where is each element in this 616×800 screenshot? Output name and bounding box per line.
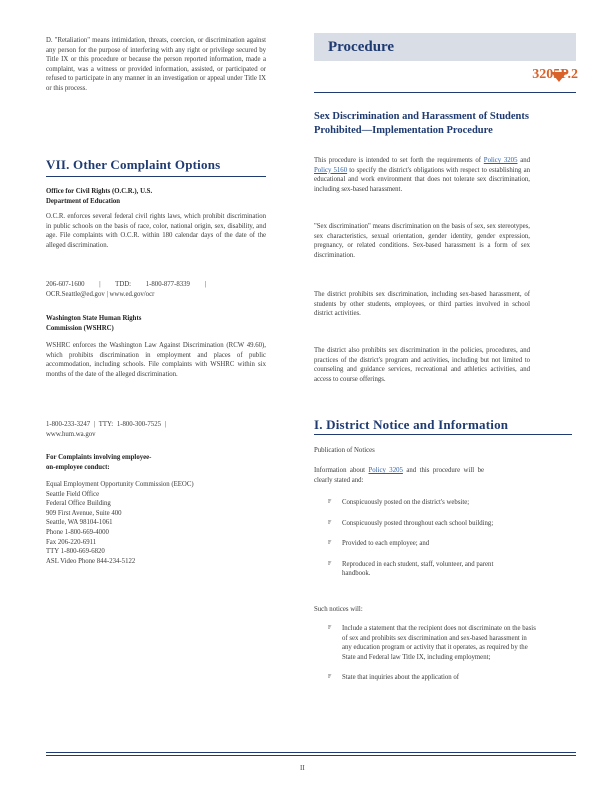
information-paragraph	[314, 466, 484, 485]
ocr-contact: 206-607-1600 | TDD: 1-800-877-8339 | OCR.Seattle@ed.gov | www.ed.gov/ocr	[46, 281, 206, 298]
eeoc-line: Fax 206-220-6911	[46, 538, 97, 546]
list-item	[314, 539, 514, 549]
footer-rule	[46, 755, 576, 756]
intro-text: and	[517, 157, 531, 164]
list-item-text: Provided to each employee; and	[342, 540, 430, 548]
section-vii-title: VII. Other Complaint Options	[46, 157, 221, 172]
list-item-text: State that inquiries about the application of	[342, 674, 460, 682]
section-i-rule	[314, 434, 572, 435]
ocr-heading-line1: Office for Civil Rights (O.C.R.), U.S.	[46, 188, 153, 195]
info-text: and this procedure will be clearly stated and:	[314, 467, 484, 484]
list-item	[314, 498, 514, 508]
intro-paragraph-3: The district prohibits sex discrimination, including sex-based harassment, of students by other students, employees, or third parties involved in school district activities.	[314, 291, 530, 318]
eeoc-line: 909 First Avenue, Suite 400	[46, 509, 122, 517]
procedure-banner	[314, 33, 576, 61]
such-notices: Such notices will:	[314, 606, 363, 613]
publication-notices: Publication of Notices	[314, 447, 375, 454]
eeoc-line: Phone 1-800-669-4000	[46, 528, 109, 536]
list-item-text: Conspicuously posted throughout each school building;	[342, 519, 494, 527]
intro-text: to specify the district's obligations with respect to establishing an educational and work environment that does not tolerate sex discrimination, including sex-based harassment.	[314, 166, 530, 193]
triangle-down-icon	[551, 72, 567, 82]
procedure-code: 3205P.2	[532, 67, 578, 82]
bullet-icon: F	[328, 625, 332, 631]
section-i-title: I. District Notice and Information	[314, 417, 509, 432]
bullet-icon: F	[328, 499, 332, 505]
eeoc-line: Federal Office Building	[46, 500, 111, 508]
wshrc-description: WSHRC enforces the Washington Law Against Discrimination (RCW 49.60), which prohibits discrimination in employment and places of public accommodation, including schools. File complaints with WSHRC within six months of the date of the alleged discrimination.	[46, 342, 266, 378]
policy-3205-link-2[interactable]: Policy 3205	[368, 467, 403, 474]
list-item-text: Conspicuously posted on the district's website;	[342, 499, 470, 506]
policy-5160-link[interactable]: Policy 5160	[314, 166, 348, 174]
procedure-label: Procedure	[328, 39, 395, 55]
wshrc-heading-line1: Washington State Human Rights	[46, 315, 142, 322]
list-item	[314, 519, 514, 529]
section-vii-rule	[46, 176, 266, 177]
list-item	[314, 560, 514, 579]
bullet-icon: F	[328, 560, 332, 567]
list-item-text: Reproduced in each student, staff, volunteer, and parent handbook.	[342, 560, 494, 578]
eeoc-line: ASL Video Phone 844-234-5122	[46, 557, 136, 565]
eeoc-line: Seattle, WA 98104-1061	[46, 519, 113, 527]
eeoc-address-block	[46, 480, 266, 566]
bullet-icon: F	[328, 540, 332, 547]
eeoc-line: Equal Employment Opportunity Commission (EEOC)	[46, 481, 194, 488]
intro-text: This procedure is intended to set forth the requirements of	[314, 157, 484, 164]
header-rule	[314, 92, 576, 93]
page-number: II	[300, 764, 305, 772]
wshrc-contact: 1-800-233-3247 | TTY: 1-800-300-7525 | www.hum.wa.gov	[46, 421, 166, 438]
bullet-icon: F	[328, 519, 332, 526]
employee-heading-line2: on-employee conduct:	[46, 464, 110, 471]
retaliation-definition: D. "Retaliation" means intimidation, threats, coercion, or discrimination against any person for the purpose of interfering with any right or privilege secured by Title IX or this procedure or because the person reported information, made a complaint, was a witness or provided information, assisted, or participated or refused to participate in any manner in an investigation or appeal under Title IX or this process.	[46, 37, 266, 92]
ocr-description: O.C.R. enforces several federal civil rights laws, which prohibit discrimination in public schools on the basis of race, color, national origin, sex, disability, and age. File complaints with O.C.R. within 180 calendar days of the date of the alleged discrimination.	[46, 213, 266, 249]
employee-heading-line1: For Complaints involving employee-	[46, 454, 152, 461]
intro-paragraph-4: The district also prohibits sex discrimination in the policies, procedures, and practices of the district's program and activities, including but not limited to counseling and guidance services, recreational and athletics activities, and access to course offerings.	[314, 347, 530, 383]
document-title: Sex Discrimination and Harassment of Students Prohibited—Implementation Procedure	[314, 111, 529, 136]
bullet-icon: F	[328, 674, 332, 681]
notice-placement-list	[314, 498, 514, 590]
notice-content-list	[314, 624, 538, 694]
list-item	[314, 673, 538, 683]
info-text: Information about	[314, 467, 369, 474]
ocr-heading-line2: Department of Education	[46, 198, 121, 205]
footer-rule	[46, 752, 576, 753]
intro-paragraph-2: "Sex discrimination" means discrimination on the basis of sex, sex stereotypes, sex characteristics, sexual orientation, gender identity, gender expression, pregnancy, or related conditions. Sex-based harassment is a form of sex discrimination.	[314, 223, 530, 259]
list-item-text: Include a statement that the recipient does not discriminate on the basis of sex and prohibits sex discrimination and sex-based harassment in any education program or activity that it operates, as required by the State and Federal law Title IX, including employment;	[342, 625, 536, 661]
eeoc-line: TTY 1-800-669-6820	[46, 548, 105, 556]
eeoc-line: Seattle Field Office	[46, 490, 100, 498]
policy-3205-link[interactable]: Policy 3205	[483, 157, 518, 164]
intro-paragraph-1	[314, 156, 530, 194]
wshrc-heading-line2: Commission (WSHRC)	[46, 325, 114, 332]
list-item	[314, 624, 538, 662]
